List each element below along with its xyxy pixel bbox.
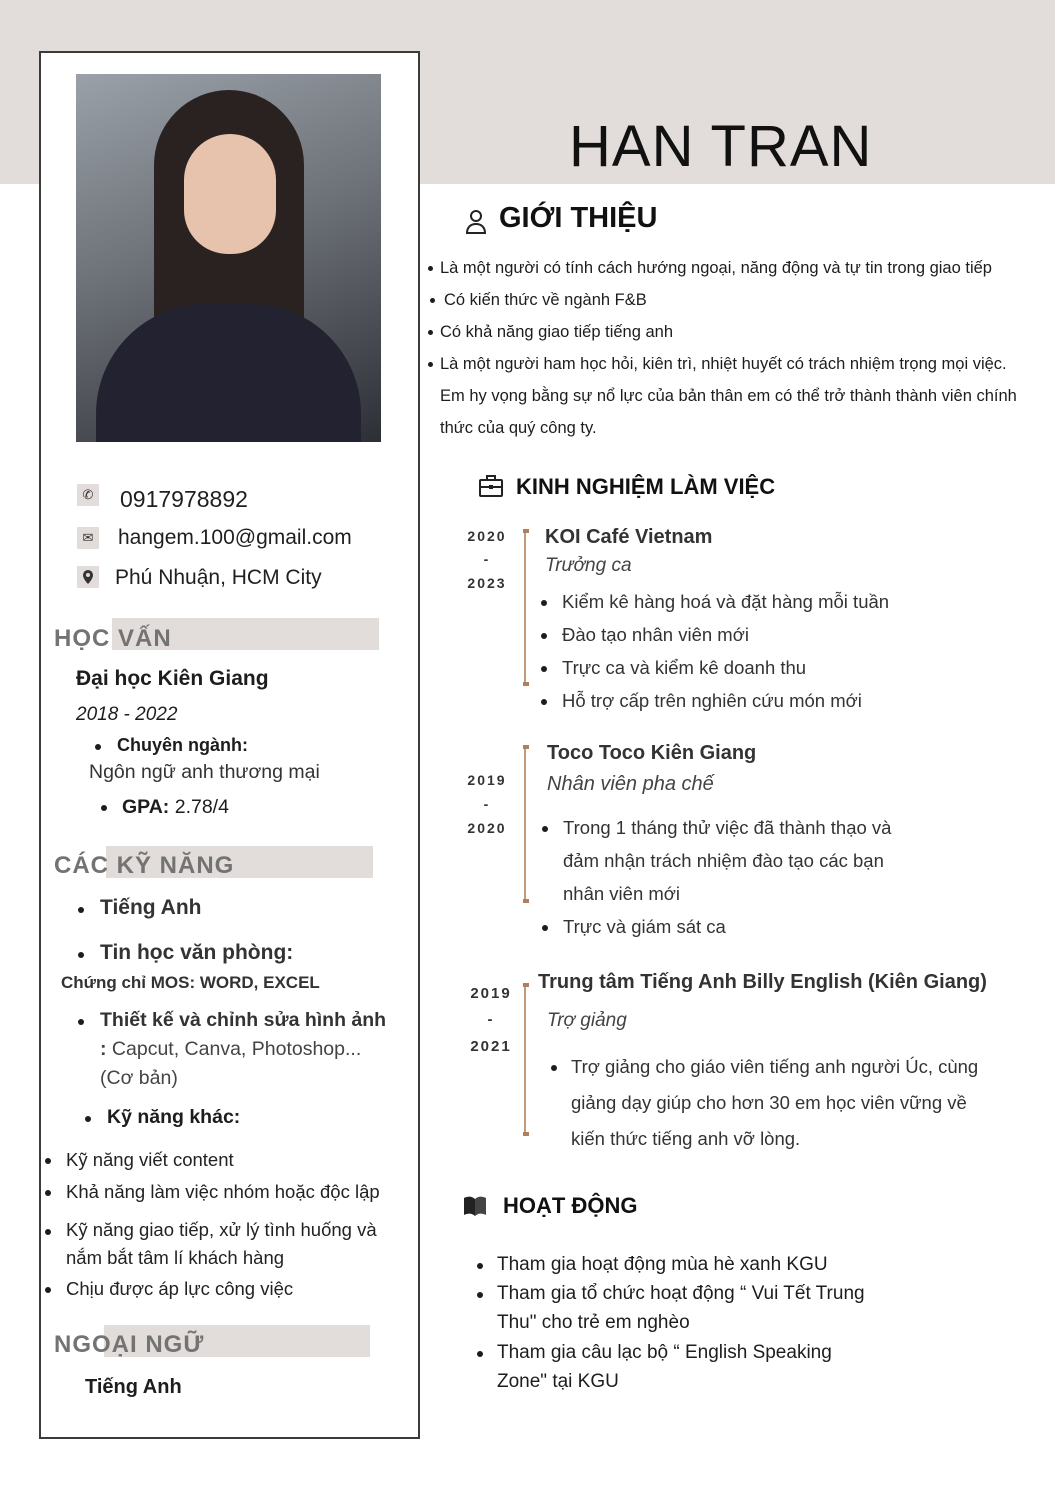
skill-office: Tin học văn phòng: [100,941,294,964]
job-role: Trợ giảng [547,1010,627,1031]
timeline-tick [523,745,529,749]
location-pin-icon [77,566,99,588]
job-duty: Hỗ trợ cấp trên nghiên cứu món mới [562,690,862,711]
skill-other: Kỹ năng khác: [107,1106,241,1128]
major: Ngôn ngữ anh thương mại [89,761,320,783]
bullet [477,1263,483,1269]
school-name: Đại học Kiên Giang [76,667,269,690]
design-tools-list: Capcut, Canva, Photoshop... [111,1038,362,1060]
job-company: Toco Toco Kiên Giang [547,742,757,764]
bullet [428,362,433,367]
email-address: hangem.100@gmail.com [118,526,352,549]
design-colon: : [100,1038,107,1060]
design-tools [100,1038,361,1061]
job-duty: Trực và giám sát ca [563,916,726,937]
bullet [85,1116,91,1122]
job-role: Trưởng ca [545,555,632,576]
activity-item: Tham gia hoạt động mùa hè xanh KGU [497,1254,828,1275]
design-level: (Cơ bản) [100,1067,178,1089]
bullet [45,1229,51,1235]
job-duty-continued: giảng dạy giúp cho hơn 30 em học viên vững về [571,1092,967,1113]
bullet [78,907,84,913]
job-year-dash: - [483,796,491,812]
activity-item: Tham gia câu lạc bộ “ English Speaking [497,1342,832,1363]
activities-heading: HOẠT ĐỘNG [503,1193,638,1218]
bullet [541,666,547,672]
candidate-name: HAN TRAN [569,114,873,179]
intro-line: Có kiến thức về ngành F&B [444,291,647,309]
bullet [477,1292,483,1298]
job-duty: Trợ giảng cho giáo viên tiếng anh người Úc, cùng [571,1056,979,1077]
activity-item-continued: Zone" tại KGU [497,1371,619,1392]
job-end-year: 2021 [470,1038,512,1055]
bullet [78,952,84,958]
office-certificate: Chứng chỉ MOS: WORD, EXCEL [61,973,320,992]
bullet [477,1351,483,1357]
job-duty: Kiểm kê hàng hoá và đặt hàng mỗi tuần [562,591,890,612]
timeline-tick [523,682,529,686]
skills-heading: CÁC KỸ NĂNG [54,852,235,879]
bullet [428,330,433,335]
bullet [541,699,547,705]
bullet [430,298,435,303]
profile-photo [76,74,381,442]
job-year-dash: - [487,1011,495,1028]
major-label: Chuyên ngành: [117,735,248,755]
briefcase-icon [477,472,505,500]
bullet [541,600,547,606]
timeline-line [524,746,526,902]
bullet [428,266,433,271]
bullet [45,1190,51,1196]
location: Phú Nhuận, HCM City [115,566,322,589]
bullet [551,1065,557,1071]
job-start-year: 2019 [467,772,507,788]
bullet [542,925,548,931]
job-year-dash: - [483,551,491,567]
bullet [542,826,548,832]
gpa [122,796,229,819]
phone-number: 0917978892 [120,486,248,512]
job-duty: Trong 1 tháng thử việc đã thành thạo và [563,817,892,838]
intro-line: Là một người ham học hỏi, kiên trì, nhiệt huyết có trách nhiệm trọng mọi việc. [440,355,1007,373]
activity-item-continued: Thu" cho trẻ em nghèo [497,1312,690,1333]
job-duty-continued: đảm nhận trách nhiệm đào tạo các bạn [563,850,884,871]
job-company: KOI Café Vietnam [545,526,713,548]
job-duty: Trực ca và kiểm kê doanh thu [562,657,807,678]
bullet [45,1158,51,1164]
education-years: 2018 - 2022 [76,704,178,725]
intro-line: Em hy vọng bằng sự nổ lực của bản thân em có thể trở thành thành viên chính [440,387,1017,405]
intro-line: thức của quý công ty. [440,419,597,437]
bullet [78,1019,84,1025]
job-start-year: 2019 [470,985,512,1002]
experience-heading: KINH NGHIỆM LÀM VIỆC [516,474,776,499]
skill-design: Thiết kế và chỉnh sửa hình ảnh [100,1009,387,1031]
skill-english: Tiếng Anh [100,896,202,919]
job-start-year: 2020 [467,528,507,544]
bullet [95,744,101,750]
language-item: Tiếng Anh [85,1376,182,1398]
gpa-value: 2.78/4 [174,796,229,818]
activity-item: Tham gia tổ chức hoạt động “ Vui Tết Trung [497,1283,865,1304]
gpa-label: GPA: [122,796,170,818]
timeline-tick [523,1132,529,1136]
job-duty: Đào tạo nhân viên mới [562,624,749,645]
timeline-tick [523,529,529,533]
bullet [45,1287,51,1293]
job-role: Nhân viên pha chế [547,773,714,795]
timeline-line [524,984,526,1134]
job-end-year: 2023 [467,575,507,591]
timeline-tick [523,983,529,987]
person-icon [463,207,489,235]
phone-icon: ✆ [77,484,99,506]
timeline-tick [523,899,529,903]
other-skill-item: Khả năng làm việc nhóm hoặc độc lập [66,1181,380,1202]
mail-icon: ✉ [77,527,99,549]
languages-heading: NGOẠI NGỮ [54,1331,205,1358]
job-duty-continued: kiến thức tiếng anh vỡ lòng. [571,1128,801,1149]
bullet [541,633,547,639]
timeline-line [524,530,526,685]
other-skill-item-continued: nắm bắt tâm lí khách hàng [66,1247,285,1268]
other-skill-item: Kỹ năng viết content [66,1149,234,1170]
intro-heading: GIỚI THIỆU [499,202,658,234]
job-company: Trung tâm Tiếng Anh Billy English (Kiên Giang) [538,971,987,993]
education-heading: HỌC VẤN [54,625,172,652]
other-skill-item: Kỹ năng giao tiếp, xử lý tình huống và [66,1219,377,1240]
job-end-year: 2020 [467,820,507,836]
job-duty-continued: nhân viên mới [563,883,681,904]
intro-line: Là một người có tính cách hướng ngoại, năng động và tự tin trong giao tiếp [440,259,992,277]
intro-line: Có khả năng giao tiếp tiếng anh [440,323,674,341]
bullet [101,805,107,811]
book-icon [462,1194,488,1218]
other-skill-item: Chịu được áp lực công việc [66,1278,294,1299]
